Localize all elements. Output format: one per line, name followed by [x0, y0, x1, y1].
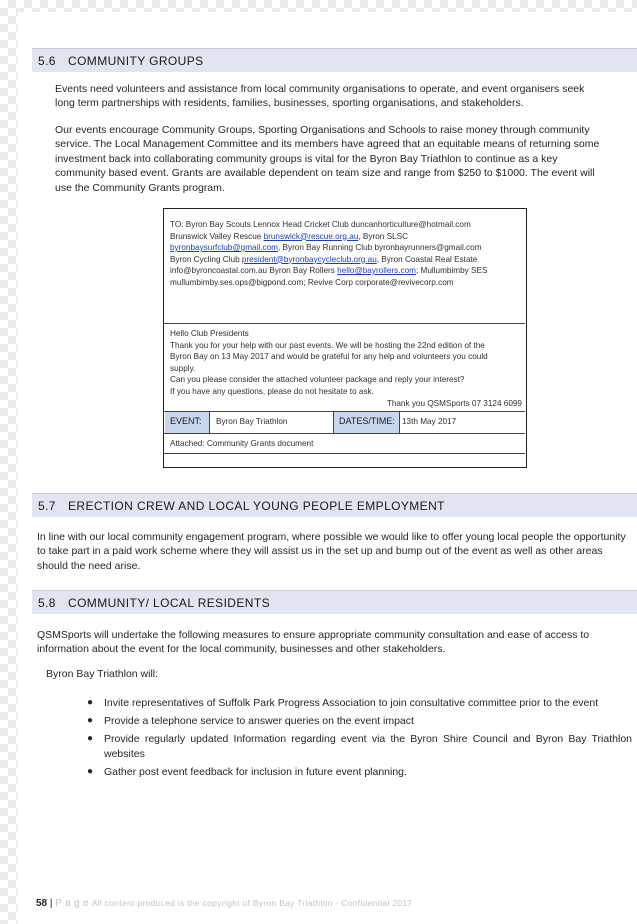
- community-notice-box: [163, 208, 527, 468]
- recipient-text: info@byroncoastal.com.au Byron Bay Rollers: [170, 266, 338, 275]
- section-title: ERECTION CREW AND LOCAL YOUNG PEOPLE EMPLOYMENT: [68, 499, 445, 513]
- section-heading-5-8: [32, 590, 637, 614]
- message-line: Can you please consider the attached volunteer package and reply your interest?: [170, 375, 465, 384]
- message-line: If you have any questions, please do not hesitate to ask.: [170, 386, 374, 396]
- page-number: 58: [36, 898, 48, 909]
- bullet-icon: ●: [87, 715, 94, 727]
- paragraph-intro-list: Byron Bay Triathlon will:: [46, 668, 159, 680]
- email-link[interactable]: brunswick@rescue.org.au: [263, 231, 359, 241]
- divider: [399, 411, 400, 433]
- message-line: supply.: [170, 363, 196, 373]
- recipient-line: [170, 265, 522, 277]
- recipient-line: [170, 219, 522, 231]
- divider: [164, 433, 525, 434]
- recipient-text: , Byron Bay Running Club byronbayrunners@gmail.com: [277, 243, 482, 252]
- event-label: EVENT:: [165, 412, 209, 433]
- message-line: Thank you for your help with our past events. We will be hosting the 22nd edition of the: [170, 340, 485, 350]
- section-heading-5-6: [32, 48, 637, 72]
- paragraph-community-grants: Our events encourage Community Groups, Sporting Organisations and Schools to raise money through community service. The Local Management Committee and its members have agreed that an equitable means of returning some investment back into collaborating community groups is vital for the Byron Bay Triathlon to continue as a key community based event. Grants are available dependent on team size and range from $250 to $1000. The event will use the Community Grants program.: [55, 124, 600, 194]
- event-value: Byron Bay Triathlon: [216, 417, 288, 426]
- recipient-line: [170, 242, 522, 254]
- message-line: Byron Bay on 13 May 2017 and would be grateful for any help and volunteers you could: [170, 352, 488, 361]
- divider: [164, 323, 525, 324]
- page-label: P a g e: [55, 898, 89, 909]
- dates-value: 13th May 2017: [402, 417, 457, 426]
- recipient-text: , Byron SLSC: [358, 231, 408, 241]
- section-title: COMMUNITY/ LOCAL RESIDENTS: [68, 596, 270, 610]
- email-link[interactable]: president@byronbaycycleclub.org.au: [241, 254, 377, 264]
- recipient-text: Byron Cycling Club: [170, 254, 242, 264]
- recipient-text: TO: Byron Bay Scouts Lennox Head Cricket Club duncanhorticulture@hotmail.com: [170, 220, 471, 229]
- recipient-line: [170, 254, 522, 266]
- document-page: [18, 12, 637, 924]
- recipient-text: Brunswick Valley Rescue: [170, 231, 264, 241]
- recipient-line: [170, 277, 522, 289]
- bullet-icon: ●: [87, 765, 94, 777]
- list-item: ● Invite representatives of Suffolk Park Progress Association to join consultative committee prior to the event: [87, 697, 599, 709]
- page-footer: [36, 898, 412, 909]
- footer-separator: |: [49, 898, 53, 909]
- recipient-list: [170, 219, 522, 288]
- paragraph-employment: In line with our local community engagement program, where possible we would like to offer young local people the opportunity to take part in a paid work scheme where they will assist us in the set up and bump out of the event as well as other areas should the need arise.: [37, 531, 626, 572]
- list-item: ● Provide regularly updated Information regarding event via the Byron Shire Council and Byron Bay Triathlon websites: [87, 733, 632, 760]
- divider: [164, 453, 525, 454]
- recipient-line: [170, 231, 522, 243]
- divider: [209, 411, 210, 433]
- recipient-text: ; Mullumbimby SES: [416, 266, 488, 275]
- paragraph-consultation: QSMSports will undertake the following measures to ensure appropriate community consultation and ease of access to information about the event for the local community, businesses and other stakeholders.: [37, 629, 590, 656]
- attachment-note: Attached: Community Grants document: [170, 439, 314, 448]
- footer-copyright: All content produced is the copyright of Byron Bay Triathlon - Confidential 2017: [91, 898, 413, 908]
- section-number: 5.6: [38, 54, 56, 68]
- list-item: ● Gather post event feedback for inclusion in future event planning.: [87, 765, 407, 778]
- bullet-icon: ●: [87, 733, 94, 745]
- recipient-text: , Byron Coastal Real Estate: [376, 254, 478, 264]
- message-line: Hello Club Presidents: [170, 329, 249, 338]
- bullet-icon: ●: [87, 697, 94, 708]
- list-item: ● Provide a telephone service to answer queries on the event impact: [87, 715, 414, 728]
- section-number: 5.8: [38, 596, 56, 610]
- email-link[interactable]: byronbaysurfclub@gmail.com: [170, 243, 278, 252]
- section-number: 5.7: [38, 499, 56, 513]
- recipient-text: mullumbimby.ses.ops@bigpond.com; Revive Corp corporate@revivecorp.com: [170, 277, 454, 287]
- dates-label: DATES/TIME:: [334, 412, 399, 433]
- paragraph-volunteers: Events need volunteers and assistance from local community organisations to operate, and event organisers seek long term partnerships with residents, families, businesses, sporting organisations, and stakeholders.: [55, 83, 585, 110]
- divider: [333, 411, 334, 433]
- notice-message: [170, 328, 522, 397]
- notice-signoff: Thank you QSMSports 07 3124 6099: [386, 399, 522, 408]
- section-title: COMMUNITY GROUPS: [68, 54, 204, 68]
- section-heading-5-7: [32, 493, 637, 517]
- email-link[interactable]: hello@bayrollers.com: [337, 266, 416, 275]
- measures-list: [84, 696, 632, 783]
